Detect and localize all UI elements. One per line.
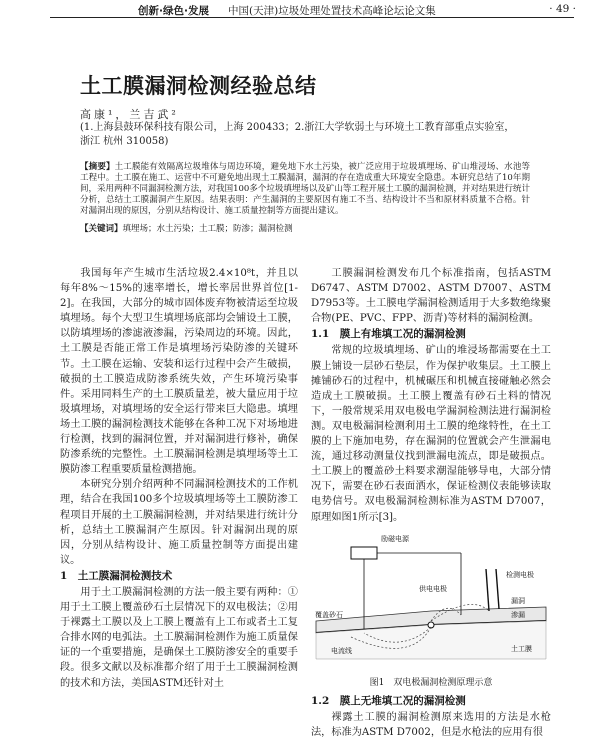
label-power-electrode: 供电电极 (419, 584, 447, 593)
running-header (0, 0, 600, 20)
subsection-heading: 1.2 膜上无堆填工况的漏洞检测 (311, 694, 466, 707)
abstract-label: 【摘要】 (80, 162, 115, 172)
body-paragraph: 我国每年产生城市生活垃圾2.4×10⁸t，并且以每年8%～15%的速率增长，增长率居世界首位[1-2]。在我国，大部分的城市固体废弃物被清运至垃圾填埋场。每个大型卫生填埋场底部均会铺设土工膜，以防填埋场的渗滤液渗漏，污染周边的环境。因此，土工膜是否能正常工作是填埋场污染防渗的关键环节。土工膜在运输、安装和运行过程中会产生破损，破损的土工膜造成防渗系统失效，产生环境污染事件。采用同料生产的土工膜质量差，被大量应用于垃圾填埋场，对填埋场的安全运行带来巨大隐患。填埋场土工膜的漏洞检测技术能够在各种工况下对场地进行检测，找到的漏洞位置，并对漏洞进行修补，确保防渗系统的完整性。土工膜漏洞检测是填埋场等土工膜防渗工程重要质量检测措施。 (60, 268, 298, 476)
abstract-text: 土工膜能有效隔离垃圾堆体与周边环境，避免地下水土污染，被广泛应用于垃圾填埋场、矿山堆浸场、水池等工程中。土工膜在施工、运营中不可避免地出现土工膜漏洞，漏洞的存在造成重大环境安全隐患。本研究总结了10年期间，采用两种不同漏洞检测方法，对我国100多个垃圾填埋场以及矿山等工程开展土工膜的漏洞检测，并对结果进行统计分析，总结土工膜漏洞产生原因。结果表明：产生漏洞的主要原因有施工不当、结构设计不当和原材料质量不合格。针对漏洞出现的原因，分别从结构设计、施工质量控制等方面提出建议。 (80, 162, 530, 216)
label-probe: 检测电极 (506, 570, 534, 579)
header-proceedings: 中国(天津)垃圾处理处置技术高峰论坛论文集 (228, 5, 436, 17)
label-leak: 渗漏 (511, 610, 525, 619)
keywords (80, 222, 530, 234)
label-hole: 漏洞 (511, 596, 525, 605)
power-source-box (351, 547, 377, 559)
subsection-heading: 1.1 膜上有堆填工况的漏洞检测 (311, 328, 466, 341)
header-slogan: 创新·绿色·发展 (138, 5, 209, 17)
label-membrane: 土工膜 (511, 644, 532, 653)
affiliation-line-2: 浙江 杭州 310058) (80, 136, 169, 147)
figure-1-diagram (311, 529, 551, 669)
affiliation-line-1: (1.上海县鼓环保科技有限公司，上海 200433；2.浙江大学软弱土与环境土工教育部重点实验室， (80, 122, 515, 133)
probe-pole (486, 569, 489, 611)
body-paragraph: 本研究分别介绍两种不同漏洞检测技术的工作机理，结合在我国100多个垃圾填埋场等土工膜防渗工程项目开展的土工膜漏洞检测，并对结果进行统计分析，总结土工膜漏洞产生原因。针对漏洞出现的原因，分别从结构设计、施工质量控制等方面提出建议。 (60, 479, 298, 566)
header-rule (50, 17, 574, 18)
label-current: 电流线 (331, 646, 352, 655)
label-power-source: 励磁电源 (381, 534, 409, 543)
figure-caption: 图1 双电极漏洞检测原理示意 (369, 677, 493, 688)
keywords-label: 【关键词】 (80, 224, 123, 234)
paper-title: 土工膜漏洞检测经验总结 (80, 74, 317, 98)
authors: 高康¹，兰吉武² (80, 108, 179, 121)
section-heading: 1 土工膜漏洞检测技术 (60, 569, 173, 582)
affiliations (80, 121, 540, 149)
probe-pole (496, 569, 499, 609)
body-paragraph: 工膜漏洞检测发布几个标准指南，包括ASTM D6747、ASTM D7002、ASTM D7007、ASTM D7953等。土工膜电学漏洞检测适用于大多数绝缘聚合物(PE、PVC、FPP、沥青)等材料的漏洞检测。 (311, 268, 551, 325)
left-column (60, 266, 298, 691)
body-paragraph: 用于土工膜漏洞检测的方法一般主要有两种：①用于土工膜上覆盖砂石土层情况下的双电极法；②用于裸露土工膜以及上工膜上覆盖有上工布或者土工复合排水网的电弧法。土工膜漏洞检测作为施工质量保证的一个重要措施，是确保土工膜防渗安全的重要手段。很多文献以及标准都介绍了用于土工膜漏洞检测的技术和方法，美国ASTM还针对土 (60, 586, 298, 689)
keywords-text: 填埋场；水土污染；土工膜；防渗；漏洞检测 (122, 224, 293, 234)
body-paragraph: 裸露土工膜的漏洞检测原来选用的方法是水枪法，标准为ASTM D7002，但是水枪法的应用有很 (311, 711, 551, 738)
header-page-number: · 49 · (549, 3, 576, 15)
right-column (311, 266, 551, 740)
body-paragraph: 常规的垃圾填埋场、矿山的堆浸场都需要在土工膜上铺设一层砂石垫层，作为保护收集层。土工膜上摊铺砂石的过程中，机械碾压和机械直接碰触必然会造成土工膜破损。土工膜上覆盖有砂石土料的情况下，一般常规采用双电极电学漏洞检测法进行漏洞检测。双电极漏洞检测利用土工膜的绝缘特性，在土工膜的上下施加电势，存在漏洞的位置就会产生泄漏电流，通过移动测量仪找到泄漏电流点，即是破损点。土工膜上的覆盖砂土料要求潮湿能够导电，大部分情况下，需要在砂石表面洒水，保证检测仪表能够读取电势信号。双电极漏洞检测标准为ASTM D7007，原理如图1所示[3]。 (311, 345, 551, 523)
abstract (80, 162, 530, 217)
label-soil-cover: 覆盖砂石 (315, 610, 343, 619)
